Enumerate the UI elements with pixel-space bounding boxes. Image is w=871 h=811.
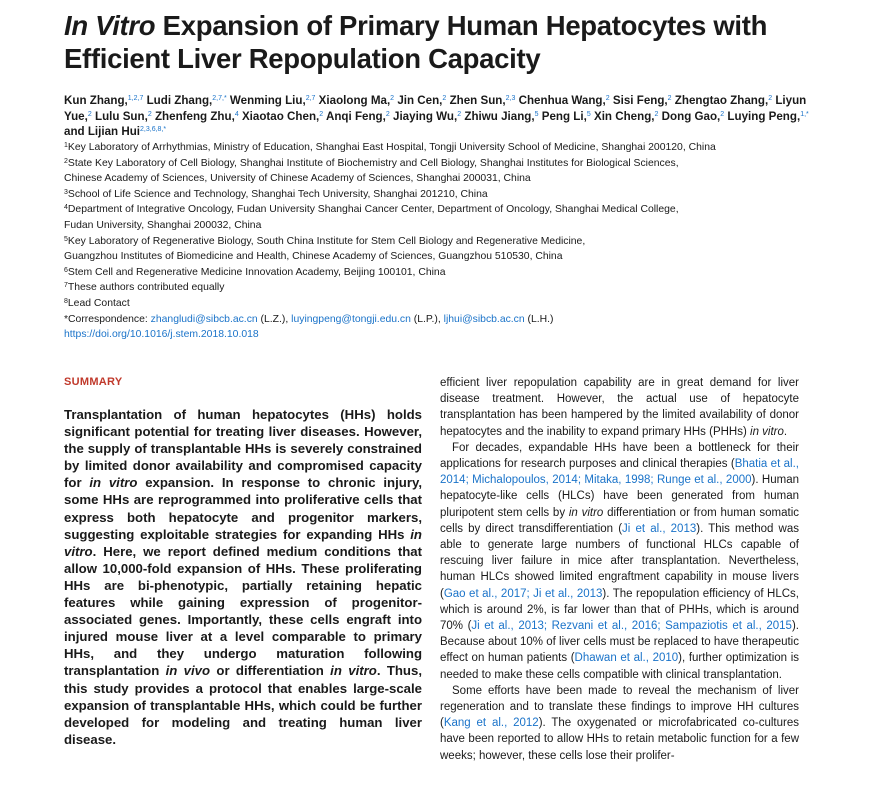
affiliation-number: 7 — [64, 282, 68, 290]
title-italic: In Vitro — [64, 10, 156, 41]
author-name-text: Luying Peng, — [727, 109, 801, 123]
paper-title — [64, 9, 854, 75]
author-affiliation-sup: 2 — [442, 95, 447, 102]
author-name-text: Zhen Sun, — [449, 94, 506, 107]
author-name — [64, 94, 143, 107]
author-affiliation-sup: 2 — [385, 110, 390, 118]
author-name-text: Zhengtao Zhang, — [674, 94, 769, 107]
p2-text-d: ). This method was able to generate large numbers of functional HLCs capable of rescuing liver failure in mice after transplantation. Nevertheless, human HLCs showed limited engraftment capability in mouse livers ( — [440, 522, 799, 600]
body-paragraph-3 — [440, 683, 799, 764]
p1-text-a: efficient liver repopulation capability are in great demand for liver disease treatment. However, the actual use of hepatocyte transplantation has been hampered by the limited availability of donor hepatocytes and the inability to expand primary HHs (PHHs) — [440, 377, 799, 438]
affiliation-number: 8 — [64, 297, 68, 305]
summary-part-1: Transplantation of human hepatocytes (HHs) holds significant potential for treating liver diseases. However, the supply of transplantable HHs is severely constrained by limited donor availability and compromised capacity for — [64, 407, 422, 491]
correspondence-initials-3: (L.H.) — [524, 313, 554, 325]
affiliation-text: Lead Contact — [67, 297, 130, 309]
author-name-text: Xiaolong Ma, — [318, 94, 391, 107]
author-name-text: Jin Cen, — [397, 94, 443, 107]
affiliation-number: 3 — [64, 188, 68, 196]
author-name-text: Xiaotao Chen, — [241, 109, 320, 123]
author-name-text: Zhiwu Jiang, — [464, 109, 535, 123]
summary-heading: SUMMARY — [64, 376, 123, 388]
affiliation-text: Key Laboratory of Regenerative Biology, South China Institute for Stem Cell Biology and Regenerative Medicine, — [67, 235, 586, 247]
email-link-2[interactable]: luyingpeng@tongji.edu.cn — [291, 313, 411, 325]
affiliation-number: 6 — [64, 266, 68, 274]
correspondence-line — [64, 312, 824, 328]
citation-link[interactable]: Ji et al., 2013; Rezvani et al., 2016; Sampaziotis et al., 2015 — [471, 620, 792, 633]
p2-text-g: ), further optimization is needed to make these cells compatible with clinical transplantation. — [440, 652, 799, 681]
author-name — [319, 94, 394, 107]
affiliation-number: 5 — [64, 235, 68, 243]
affiliation-text: These authors contributed equally — [67, 282, 225, 294]
author-name-text: Sisi Feng, — [612, 94, 668, 107]
author-name — [675, 94, 772, 107]
author-name — [662, 110, 725, 123]
p2-text-f: ). Because about 10% of liver cells must be replaced to have therapeutic effect on human patients ( — [440, 620, 799, 665]
affiliations — [64, 140, 824, 343]
summary-italic-2: in vitro — [64, 526, 422, 559]
author-name-text: Ludi Zhang, — [146, 94, 213, 107]
author-name-text: Liyun Yue, — [64, 94, 807, 123]
p3-text-b: ). The oxygenated or microfabricated co-cultures have been reported to allow HHs to retain metabolic function for a few weeks; however, these cells lose their prolifer- — [440, 717, 800, 762]
summary-text — [64, 406, 422, 748]
summary-part-3: . Here, we report defined medium conditions that allow 10,000-fold expansion of HHs. These proliferating HHs are bi-phenotypic, partially retaining hepatic features while gaining expression of progenitor-associated genes. Importantly, these cells engraft into injured mouse liver at a level comparable to primary HHs, and they undergo maturation following transplantation — [64, 543, 422, 679]
author-name — [326, 110, 390, 123]
author-name — [613, 94, 672, 107]
author-affiliation-sup: 4 — [234, 110, 239, 118]
email-link-3[interactable]: ljhui@sibcb.ac.cn — [443, 313, 525, 325]
author-name-text: Chenhua Wang, — [518, 94, 606, 107]
author-affiliation-sup: 2 — [457, 110, 462, 118]
affiliation-text: School of Life Science and Technology, Shanghai Tech University, Shanghai 201210, China — [67, 188, 488, 200]
author-affiliation-sup: 2,7 — [305, 95, 316, 102]
citation-link[interactable]: Dhawan et al., 2010 — [574, 652, 679, 665]
author-affiliation-sup: 2 — [720, 110, 725, 118]
author-affiliation-sup: 1,* — [800, 110, 809, 118]
affiliation-number: 2 — [64, 157, 68, 165]
affiliation-line — [64, 280, 824, 296]
correspondence-initials-2: (L.P.), — [410, 313, 444, 325]
title-main: Expansion of Primary Human Hepatocytes with Efficient Liver Repopulation Capacity — [64, 10, 768, 74]
affiliation-number: 1 — [64, 142, 68, 149]
author-affiliation-sup: 2 — [654, 110, 659, 118]
affiliation-line — [64, 249, 824, 265]
author-name-text: Kun Zhang, — [64, 94, 128, 107]
summary-part-4: or differentiation — [210, 663, 331, 679]
affiliation-line — [64, 140, 824, 156]
author-name-text: Dong Gao, — [661, 109, 721, 123]
author-name — [542, 110, 591, 123]
body-paragraph-2 — [440, 440, 799, 683]
author-affiliation-sup: 1,2,7 — [127, 95, 144, 102]
summary-italic-4: in vitro — [330, 663, 377, 679]
summary-part-2: expansion. In response to chronic injury, some HHs are reprogrammed into proliferative cells that express both hepatocyte and progenitor markers, suggesting exploitable strategies for expanding HHs — [64, 475, 422, 542]
affiliation-text: Guangzhou Institutes of Biomedicine and Health, Chinese Academy of Sciences, Guangzhou 510530, China — [64, 251, 563, 263]
author-name — [147, 94, 227, 107]
p3-text-a: Some efforts have been made to reveal the mechanism of liver regeneration and to translate these findings to improve HH cultures ( — [440, 684, 799, 730]
summary-italic-1: in vitro — [89, 475, 138, 491]
affiliation-line — [64, 187, 824, 203]
author-name — [450, 94, 516, 107]
author-affiliation-sup: 2,7,* — [212, 95, 227, 102]
author-name — [230, 94, 316, 107]
correspondence-initials-1: (L.Z.), — [257, 313, 292, 325]
author-affiliation-sup: 2 — [147, 110, 152, 118]
author-name-text: Peng Li, — [541, 109, 587, 123]
author-affiliation-sup: 2 — [768, 95, 773, 102]
author-name — [464, 110, 538, 123]
p1-text-b: . — [783, 425, 788, 438]
p2-text-c: differentiation or from human somatic cells by direct transdifferentiation ( — [440, 506, 800, 535]
affiliation-line — [64, 218, 824, 234]
author-affiliation-sup: 2,3,6,8,* — [140, 126, 167, 134]
p2-text-b: ). Human hepatocyte-like cells (HLCs) have been generated from human pluripotent stem cells by — [440, 474, 800, 519]
affiliation-text: Stem Cell and Regenerative Medicine Innovation Academy, Beijing 100101, China — [67, 266, 446, 278]
author-name-text: and Lijian Hui — [64, 125, 141, 139]
affiliation-text: Fudan University, Shanghai 200032, China — [64, 219, 262, 231]
author-name-text: Wenming Liu, — [229, 94, 306, 107]
p2-text-e: ). The repopulation efficiency of HLCs, which is around 2%, is far lower than that of PHHs, which is around 70% ( — [440, 587, 799, 633]
citation-link[interactable]: Ji et al., 2013 — [622, 522, 697, 535]
author-name-text: Jiaying Wu, — [393, 109, 458, 123]
affiliation-line — [64, 234, 824, 250]
author-name — [155, 110, 239, 123]
doi-link[interactable]: https://doi.org/10.1016/j.stem.2018.10.018 — [64, 329, 259, 341]
author-affiliation-sup: 5 — [586, 110, 591, 118]
author-name — [393, 110, 461, 123]
author-affiliation-sup: 5 — [534, 110, 539, 118]
affiliation-line — [64, 156, 824, 172]
body-paragraph-1 — [440, 375, 799, 440]
author-affiliation-sup: 2 — [319, 110, 324, 118]
affiliation-line — [64, 202, 824, 218]
p2-italic: in vitro — [568, 506, 604, 519]
author-name-text: Lulu Sun, — [95, 109, 148, 123]
p1-italic: in vitro — [750, 425, 784, 438]
affiliation-number: 4 — [64, 204, 68, 212]
author-affiliation-sup: 2 — [667, 95, 672, 102]
author-name — [727, 110, 808, 123]
author-affiliation-sup: 2 — [605, 95, 610, 102]
author-affiliation-sup: 2 — [390, 95, 395, 102]
affiliation-line — [64, 296, 824, 312]
body-right-column — [440, 375, 799, 764]
author-name — [95, 110, 152, 123]
author-name — [242, 110, 323, 123]
author-affiliation-sup: 2 — [87, 110, 92, 118]
author-name-text: Xin Cheng, — [593, 109, 655, 123]
email-link-1[interactable]: zhangludi@sibcb.ac.cn — [150, 313, 258, 325]
author-name-text: Anqi Feng, — [325, 109, 386, 123]
author-name — [594, 110, 658, 123]
p2-text-a: For decades, expandable HHs have been a bottleneck for their applications for research purposes and clinical therapies ( — [440, 441, 799, 471]
author-name-text: Zhenfeng Zhu, — [154, 109, 235, 123]
affiliation-text: Key Laboratory of Arrhythmias, Ministry of Education, Shanghai East Hospital, Tongji University School of Medicine, Shanghai 200120, China — [67, 142, 716, 153]
summary-italic-3: in vivo — [165, 663, 211, 679]
author-name — [397, 94, 446, 107]
author-name — [519, 94, 610, 107]
author-name — [64, 125, 166, 138]
citation-link[interactable]: Bhatia et al., 2014; Michalopoulos, 2014; Mitaka, 1998; Runge et al., 2000 — [440, 458, 799, 487]
affiliation-text: Chinese Academy of Sciences, University of Chinese Academy of Sciences, Shanghai 200031, China — [64, 173, 531, 185]
correspondence-label: *Correspondence: — [64, 313, 151, 325]
affiliation-lines — [64, 140, 824, 312]
author-affiliation-sup: 2,3 — [505, 95, 516, 102]
citation-link[interactable]: Kang et al., 2012 — [443, 717, 539, 730]
affiliation-line — [64, 171, 824, 187]
affiliation-text: Department of Integrative Oncology, Fudan University Shanghai Cancer Center, Department of Oncology, Shanghai Medical College, — [67, 204, 679, 216]
citation-link[interactable]: Gao et al., 2017; Ji et al., 2013 — [443, 587, 603, 600]
summary-part-5: . Thus, this study provides a protocol that enables large-scale expansion of transplantable HHs, which could be further developed for modeling and treating human liver disease. — [64, 663, 422, 747]
affiliation-line — [64, 265, 824, 281]
author-list — [64, 93, 814, 140]
affiliation-text: State Key Laboratory of Cell Biology, Shanghai Institute of Biochemistry and Cell Biology, Shanghai Institutes for Biological Sciences, — [67, 157, 679, 169]
